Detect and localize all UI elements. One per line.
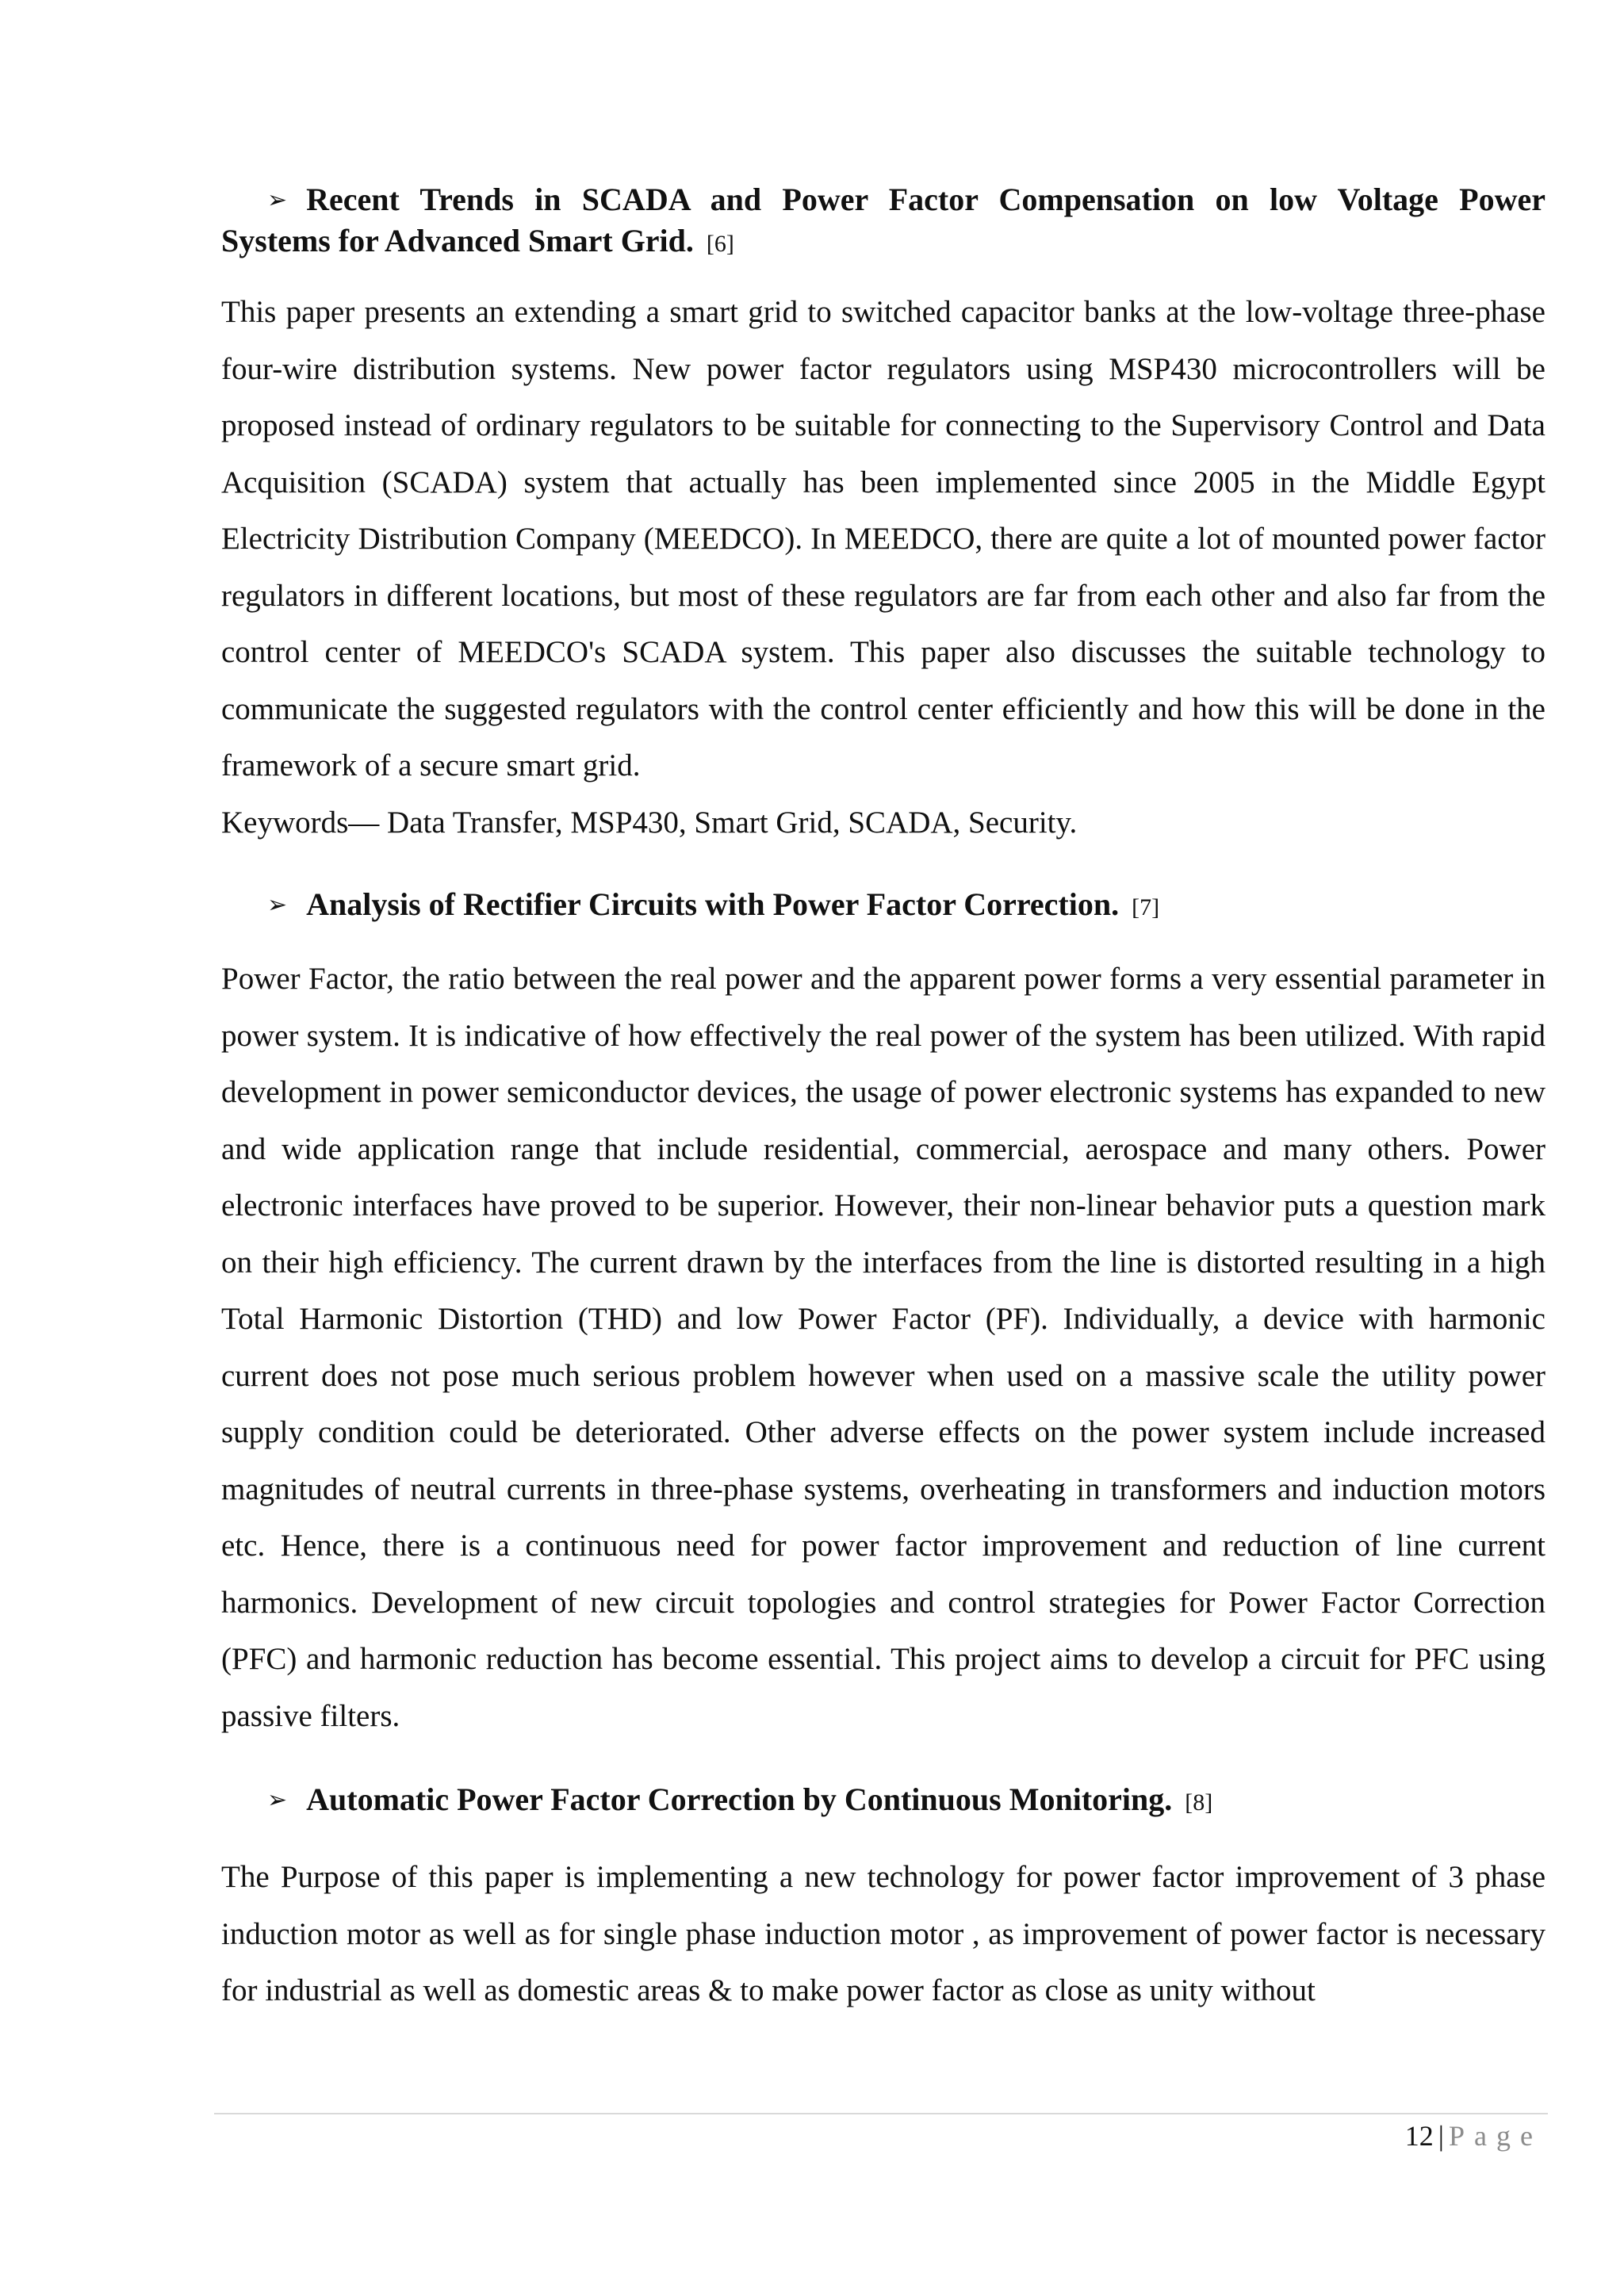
heading-text: Automatic Power Factor Correction by Continuous Monitoring.: [306, 1781, 1173, 1817]
section-paragraph-automatic-pfc: The Purpose of this paper is implementing a new technology for power factor improvement of 3 phase induction motor as well as for single phase induction motor , as improvement of power factor is necessary for industrial as well as domestic areas & to make power factor as close as unity without: [221, 1860, 1545, 2007]
citation-ref: [7]: [1132, 894, 1160, 920]
citation-ref: [6]: [706, 231, 734, 257]
keywords-line: Keywords— Data Transfer, MSP430, Smart Grid, SCADA, Security.: [221, 805, 1078, 840]
heading-line-1: ➢ Recent Trends in SCADA and Power Factor Compensation on low Voltage Power: [221, 181, 1545, 222]
section-heading-scada: [221, 181, 1545, 263]
arrowhead-bullet-icon: ➢: [267, 1787, 288, 1813]
page-label: Page: [1449, 2120, 1542, 2152]
heading-text: Analysis of Rectifier Circuits with Power Factor Correction.: [306, 886, 1120, 922]
arrowhead-bullet-icon: ➢: [267, 892, 288, 918]
section-heading-rectifier: [221, 886, 1545, 927]
section-heading-automatic-pfc: [221, 1781, 1545, 1822]
footer-separator: |: [1438, 2120, 1445, 2152]
footer-divider: [214, 2113, 1548, 2114]
section-paragraph-scada: This paper presents an extending a smart grid to switched capacitor banks at the low-voltage three-phase four-wire distribution systems. New power factor regulators using MSP430 microcontrollers will be proposed instead of ordinary regulators to be suitable for connecting to the Supervisory Control and Data Acquisition (SCADA) system that actually has been implemented since 2005 in the Middle Egypt Electricity Distribution Company (MEEDCO). In MEEDCO, there are quite a lot of mounted power factor regulators in different locations, but most of these regulators are far from each other and also far from the control center of MEEDCO's SCADA system. This paper also discusses the suitable technology to communicate the suggested regulators with the control center efficiently and how this will be done in the framework of a secure smart grid.: [221, 295, 1545, 783]
page-footer: [1405, 2118, 1542, 2153]
page-number: 12: [1404, 2120, 1434, 2152]
section-paragraph-rectifier: Power Factor, the ratio between the real power and the apparent power forms a very essential parameter in power system. It is indicative of how effectively the real power of the system has been utilized. With rapid development in power semiconductor devices, the usage of power electronic systems has expanded to new and wide application range that include residential, commercial, aerospace and many others. Power electronic interfaces have proved to be superior. However, their non-linear behavior puts a question mark on their high efficiency. The current drawn by the interfaces from the line is distorted resulting in a high Total Harmonic Distortion (THD) and low Power Factor (PF). Individually, a device with harmonic current does not pose much serious problem however when used on a massive scale the utility power supply condition could be deteriorated. Other adverse effects on the power system include increased magnitudes of neutral currents in three-phase systems, overheating in transformers and induction motors etc. Hence, there is a continuous need for power factor improvement and reduction of line current harmonics. Development of new circuit topologies and control strategies for Power Factor Correction (PFC) and harmonic reduction has become essential. This project aims to develop a circuit for PFC using passive filters.: [221, 962, 1545, 1733]
page-content: [221, 181, 1545, 2019]
citation-ref: [8]: [1185, 1789, 1213, 1816]
arrowhead-bullet-icon: ➢: [267, 187, 288, 213]
heading-line-2: Systems for Advanced Smart Grid.: [221, 223, 694, 258]
